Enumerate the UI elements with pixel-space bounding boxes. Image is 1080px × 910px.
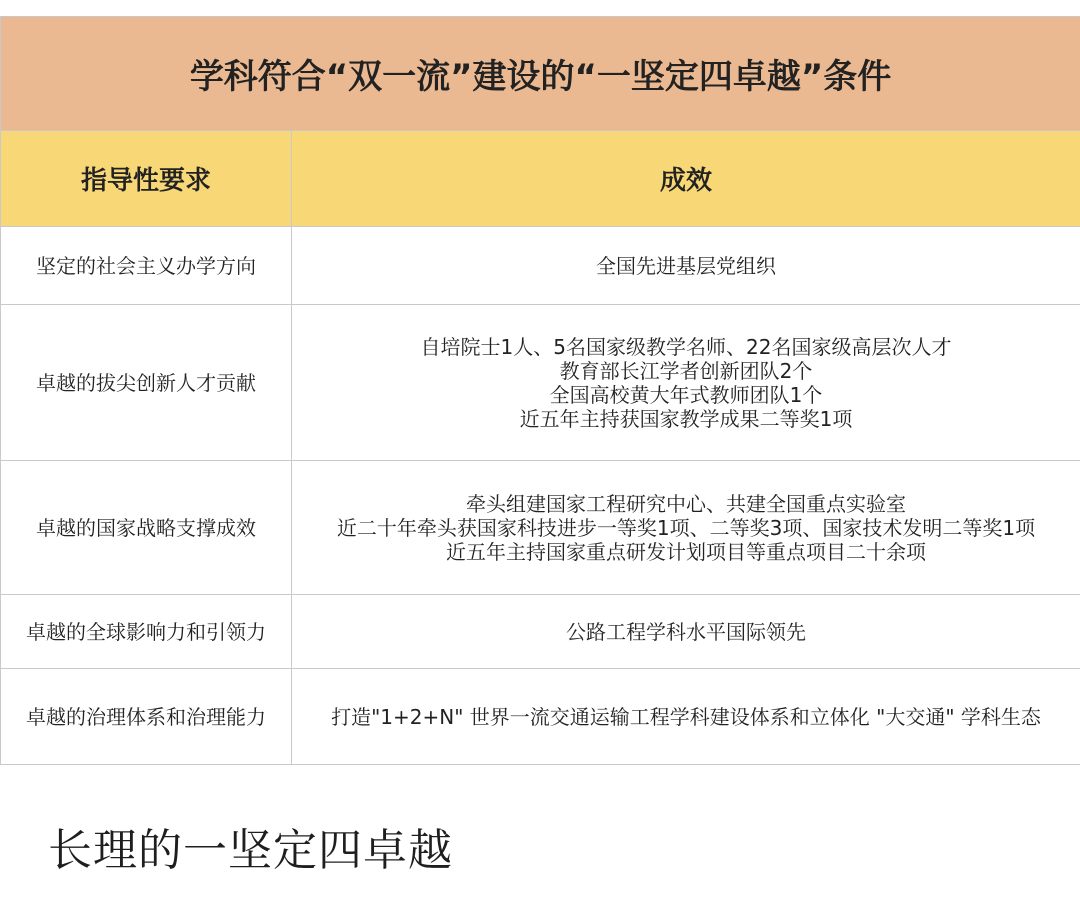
effect-cell (292, 305, 1080, 461)
requirement-cell: 坚定的社会主义办学方向 (1, 227, 292, 305)
effect-line: 公路工程学科水平国际领先 (566, 619, 806, 644)
effect-line: 教育部长江学者创新团队2个 (559, 358, 813, 383)
requirement-cell: 卓越的全球影响力和引领力 (1, 595, 292, 669)
effect-line: 近五年主持获国家教学成果二等奖1项 (519, 406, 853, 431)
table-row (1, 595, 1080, 669)
requirement-cell: 卓越的拔尖创新人才贡献 (1, 305, 292, 461)
requirement-cell: 卓越的治理体系和治理能力 (1, 669, 292, 765)
column-header-requirement: 指导性要求 (1, 131, 292, 227)
table-row (1, 461, 1080, 595)
table-header-row (1, 131, 1080, 227)
table-title-row (1, 17, 1080, 131)
effect-line: 打造"1+2+N" 世界一流交通运输工程学科建设体系和立体化 "大交通" 学科生态 (331, 704, 1041, 729)
effect-cell (292, 227, 1080, 305)
section-caption: 长理的一坚定四卓越 (48, 825, 453, 876)
table-row (1, 305, 1080, 461)
column-header-effect: 成效 (292, 131, 1080, 227)
effect-cell (292, 669, 1080, 765)
requirement-cell: 卓越的国家战略支撑成效 (1, 461, 292, 595)
conditions-table (0, 16, 1080, 765)
effect-line: 近二十年牵头获国家科技进步一等奖1项、二等奖3项、国家技术发明二等奖1项 (336, 515, 1036, 540)
table-row (1, 669, 1080, 765)
effect-line: 全国高校黄大年式教师团队1个 (549, 382, 823, 407)
table-row (1, 227, 1080, 305)
effect-line: 自培院士1人、5名国家级教学名师、22名国家级高层次人才 (420, 334, 952, 359)
effect-cell (292, 595, 1080, 669)
effect-line: 全国先进基层党组织 (596, 253, 776, 278)
effect-line: 近五年主持国家重点研发计划项目等重点项目二十余项 (446, 539, 926, 564)
effect-line: 牵头组建国家工程研究中心、共建全国重点实验室 (466, 491, 906, 516)
table-title: 学科符合“双一流”建设的“一坚定四卓越”条件 (1, 17, 1080, 131)
effect-cell (292, 461, 1080, 595)
